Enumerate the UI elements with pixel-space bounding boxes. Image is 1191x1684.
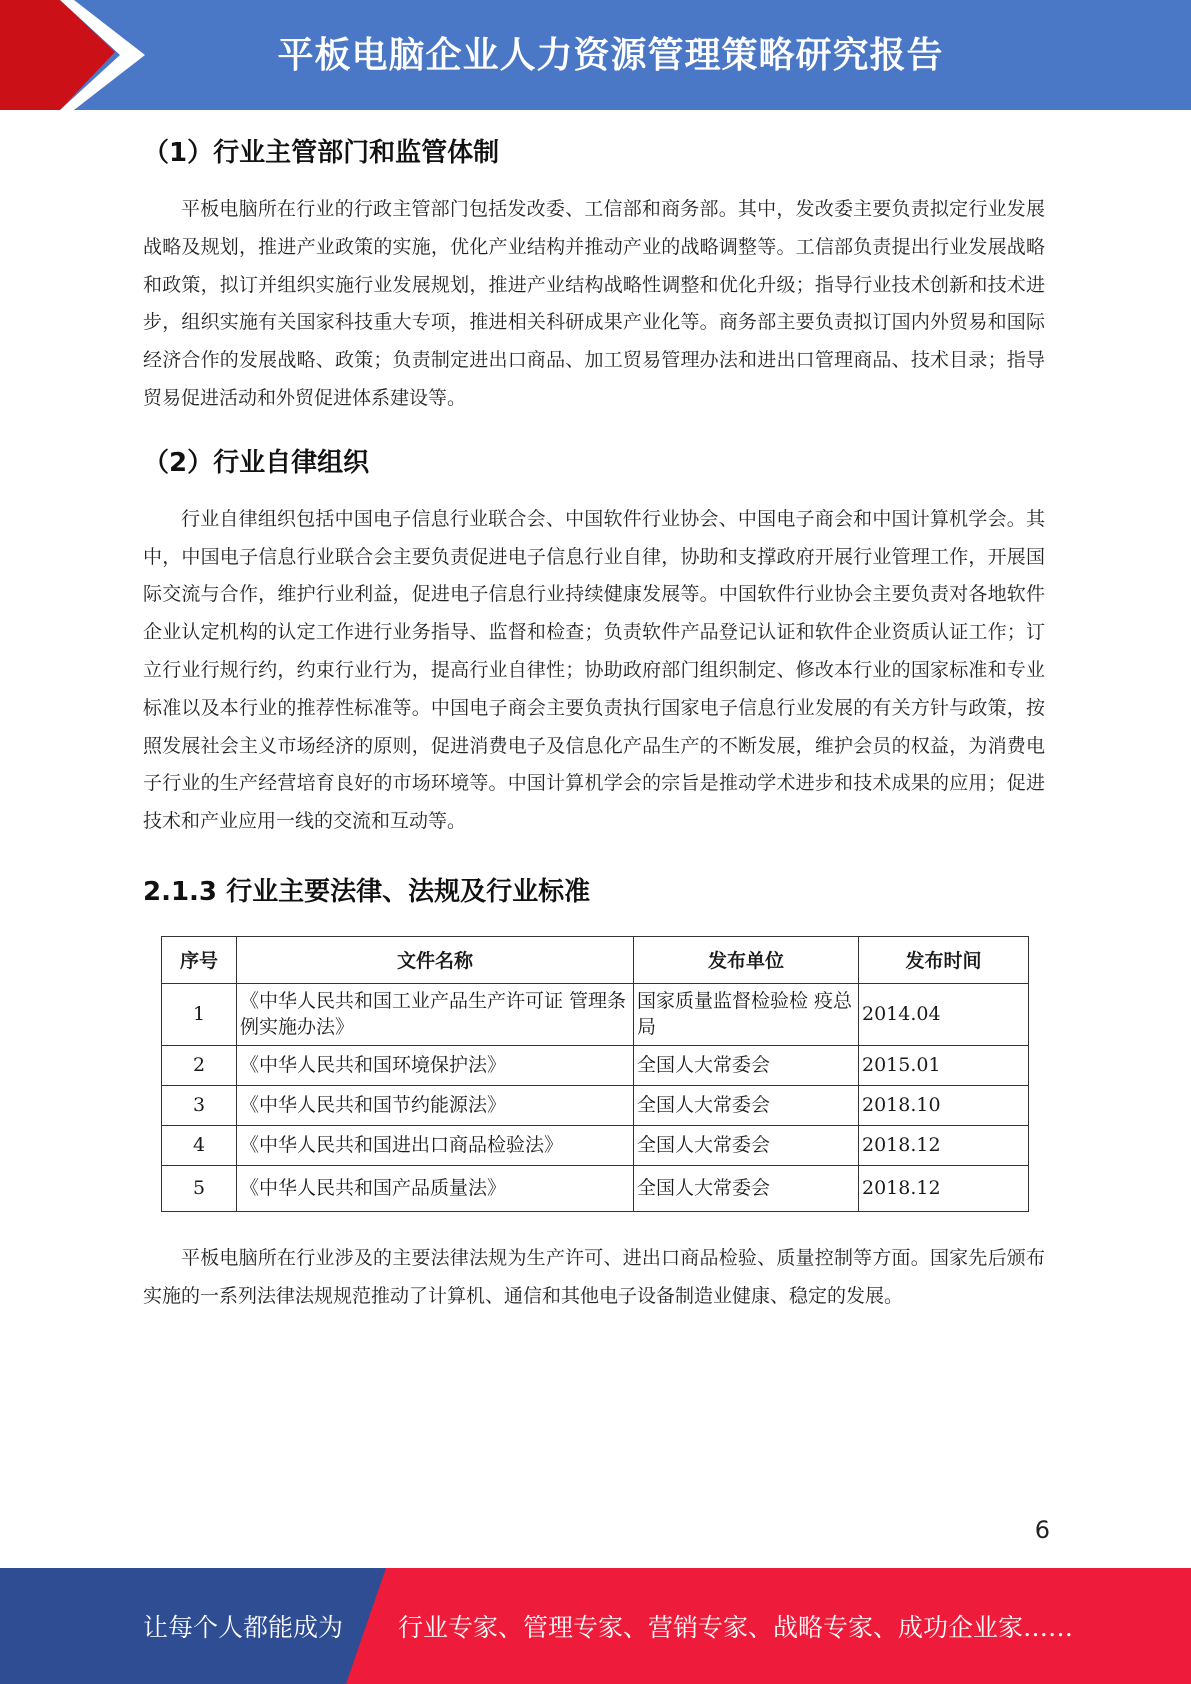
cell-issue-date: 2015.01 xyxy=(859,1045,1029,1085)
cell-number: 5 xyxy=(162,1165,237,1211)
cell-issue-date: 2018.12 xyxy=(859,1125,1029,1165)
cell-issuer: 全国人大常委会 xyxy=(634,1165,859,1211)
cell-issuer: 全国人大常委会 xyxy=(634,1125,859,1165)
section-heading-self-regulation: （2）行业自律组织 xyxy=(143,447,370,478)
cell-issuer: 全国人大常委会 xyxy=(634,1045,859,1085)
paragraph-regulation: 平板电脑所在行业的行政主管部门包括发改委、工信部和商务部。其中，发改委主要负责拟定行业发展战略及规划，推进产业政策的实施，优化产业结构并推动产业的战略调整等。工信部负责提出行业发展战略和政策，拟订并组织实施行业发展规划，推进产业结构战略性调整和优化升级；指导行业技术创新和技术进步，组织实施有关国家科技重大专项，推进相关科研成果产业化等。商务部主要负责拟订国内外贸易和国际经济合作的发展战略、政策；负责制定进出口商品、加工贸易管理办法和进出口管理商品、技术目录；指导贸易促进活动和外贸促进体系建设等。 xyxy=(143,198,1045,409)
cell-document-name: 《中华人民共和国环境保护法》 xyxy=(237,1045,634,1085)
cell-number: 1 xyxy=(162,983,237,1045)
paragraph-laws-summary: 平板电脑所在行业涉及的主要法律法规为生产许可、进出口商品检验、质量控制等方面。国家先后颁布实施的一系列法律法规规范推动了计算机、通信和其他电子设备制造业健康、稳定的发展。 xyxy=(143,1246,1045,1307)
report-title: 平板电脑企业人力资源管理策略研究报告 xyxy=(277,34,944,76)
cell-document-name: 《中华人民共和国进出口商品检验法》 xyxy=(237,1125,634,1165)
paragraph-self-regulation: 行业自律组织包括中国电子信息行业联合会、中国软件行业协会、中国电子商会和中国计算机学会。其中，中国电子信息行业联合会主要负责促进电子信息行业自律，协助和支撑政府开展行业管理工作，开展国际交流与合作，维护行业利益，促进电子信息行业持续健康发展等。中国软件行业协会主要负责对各地软件企业认定机构的认定工作进行业务指导、监督和检查；负责软件产品登记认证和软件企业资质认证工作；订立行业行规行约，约束行业行为，提高行业自律性；协助政府部门组织制定、修改本行业的国家标准和专业标准以及本行业的推荐性标准等。中国电子商会主要负责执行国家电子信息行业发展的有关方针与政策，按照发展社会主义市场经济的原则，促进消费电子及信息化产品生产的不断发展，维护会员的权益，为消费电子行业的生产经营培育良好的市场环境等。中国计算机学会的宗旨是推动学术进步和技术成果的应用；促进技术和产业应用一线的交流和互动等。 xyxy=(143,507,1045,833)
page-content xyxy=(143,128,1045,1316)
cell-number: 3 xyxy=(162,1085,237,1125)
col-header-document-name: 文件名称 xyxy=(237,936,634,983)
cell-issuer: 国家质量监督检验检 疫总局 xyxy=(634,983,859,1045)
cell-number: 4 xyxy=(162,1125,237,1165)
table-row xyxy=(162,983,1029,1045)
table-row xyxy=(162,1125,1029,1165)
header-banner xyxy=(0,0,1191,110)
cell-number: 2 xyxy=(162,1045,237,1085)
cell-document-name: 《中华人民共和国产品质量法》 xyxy=(237,1165,634,1211)
page-number: 6 xyxy=(1034,1516,1050,1544)
cell-issuer: 全国人大常委会 xyxy=(634,1085,859,1125)
section-heading-regulation: （1）行业主管部门和监管体制 xyxy=(143,138,500,168)
cell-document-name: 《中华人民共和国工业产品生产许可证 管理条例实施办法》 xyxy=(237,983,634,1045)
table-row xyxy=(162,1045,1029,1085)
laws-table xyxy=(161,936,1029,1212)
section-heading-laws: 2.1.3 行业主要法律、法规及行业标准 xyxy=(143,876,591,907)
col-header-issuer: 发布单位 xyxy=(634,936,859,983)
table-row xyxy=(162,1085,1029,1125)
col-header-issue-date: 发布时间 xyxy=(859,936,1029,983)
header-red-chevron xyxy=(0,0,150,110)
footer-slogan-right: 行业专家、管理专家、营销专家、战略专家、成功企业家…… xyxy=(398,1613,1074,1642)
table-header-row xyxy=(162,936,1029,983)
cell-issue-date: 2018.12 xyxy=(859,1165,1029,1211)
footer-banner xyxy=(0,1568,1191,1684)
cell-document-name: 《中华人民共和国节约能源法》 xyxy=(237,1085,634,1125)
cell-issue-date: 2014.04 xyxy=(859,983,1029,1045)
footer-slogan-left: 让每个人都能成为 xyxy=(143,1613,344,1642)
col-header-number: 序号 xyxy=(162,936,237,983)
table-row xyxy=(162,1165,1029,1211)
cell-issue-date: 2018.10 xyxy=(859,1085,1029,1125)
